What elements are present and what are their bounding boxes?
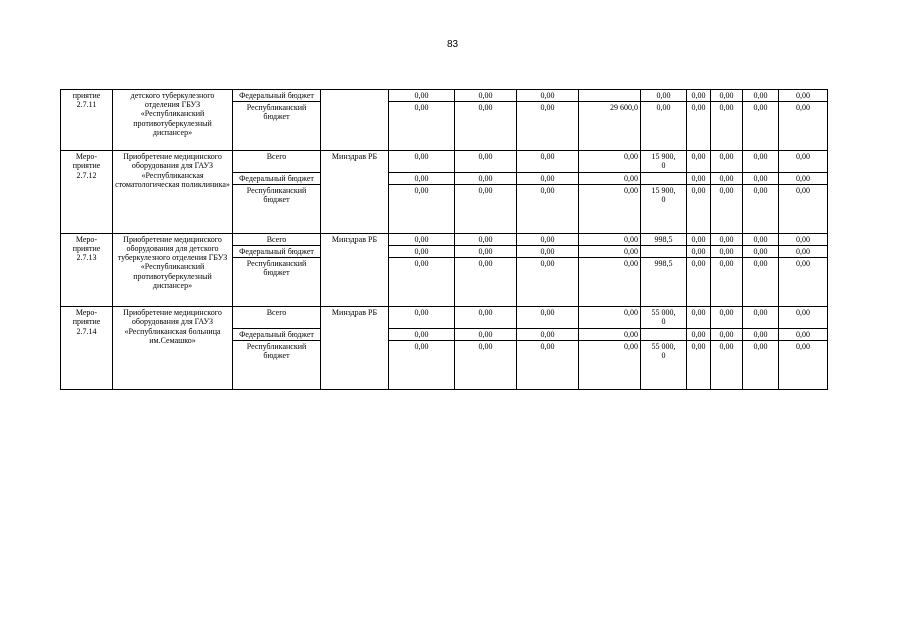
amount-cell: 0,00 bbox=[455, 340, 517, 389]
executor-cell: Минздрав РБ bbox=[321, 233, 389, 306]
amount-cell: 0,00 bbox=[779, 258, 828, 307]
measure-name-cell: Приобретение медицинского оборудования для ГАУЗ «Республиканская больница им.Семашко» bbox=[113, 307, 233, 390]
amount-cell: 0,00 bbox=[711, 184, 743, 233]
funding-source-cell: Республиканский бюджет bbox=[233, 258, 321, 307]
amount-cell: 998,5 bbox=[641, 233, 687, 245]
amount-cell: 0,00 bbox=[687, 172, 711, 184]
measure-id-cell: Меро- приятие 2.7.13 bbox=[61, 233, 113, 306]
amount-cell: 0,00 bbox=[455, 151, 517, 172]
amount-cell: 0,00 bbox=[779, 307, 828, 328]
amount-cell: 0,00 bbox=[641, 90, 687, 102]
amount-cell: 0,00 bbox=[579, 245, 641, 257]
amount-cell: 998,5 bbox=[641, 258, 687, 307]
amount-cell bbox=[641, 328, 687, 340]
amount-cell: 0,00 bbox=[743, 340, 779, 389]
amount-cell: 0,00 bbox=[711, 258, 743, 307]
amount-cell: 0,00 bbox=[743, 328, 779, 340]
amount-cell: 0,00 bbox=[687, 184, 711, 233]
table-row bbox=[61, 90, 828, 102]
funding-source-cell: Республиканский бюджет bbox=[233, 340, 321, 389]
amount-cell: 0,00 bbox=[389, 328, 455, 340]
table-row bbox=[61, 233, 828, 245]
measure-id-cell: Меро- приятие 2.7.14 bbox=[61, 307, 113, 390]
measure-id-cell: Меро- приятие 2.7.12 bbox=[61, 151, 113, 234]
funding-source-cell: Федеральный бюджет bbox=[233, 328, 321, 340]
amount-cell: 0,00 bbox=[687, 90, 711, 102]
page-number: 83 bbox=[446, 39, 459, 50]
executor-cell: Минздрав РБ bbox=[321, 307, 389, 390]
amount-cell: 0,00 bbox=[455, 245, 517, 257]
amount-cell: 0,00 bbox=[743, 184, 779, 233]
amount-cell: 0,00 bbox=[687, 245, 711, 257]
amount-cell: 0,00 bbox=[455, 184, 517, 233]
amount-cell: 0,00 bbox=[743, 172, 779, 184]
amount-cell bbox=[579, 90, 641, 102]
amount-cell: 55 000, 0 bbox=[641, 340, 687, 389]
amount-cell: 0,00 bbox=[517, 233, 579, 245]
amount-cell: 0,00 bbox=[779, 102, 828, 151]
amount-cell: 0,00 bbox=[517, 151, 579, 172]
executor-cell: Минздрав РБ bbox=[321, 151, 389, 234]
amount-cell: 0,00 bbox=[779, 90, 828, 102]
funding-source-cell: Федеральный бюджет bbox=[233, 172, 321, 184]
amount-cell: 0,00 bbox=[579, 307, 641, 328]
amount-cell: 0,00 bbox=[711, 172, 743, 184]
amount-cell: 0,00 bbox=[455, 328, 517, 340]
amount-cell: 0,00 bbox=[579, 258, 641, 307]
budget-table bbox=[60, 89, 828, 390]
amount-cell: 0,00 bbox=[455, 102, 517, 151]
amount-cell: 0,00 bbox=[517, 307, 579, 328]
amount-cell: 55 000, 0 bbox=[641, 307, 687, 328]
amount-cell: 15 900, 0 bbox=[641, 184, 687, 233]
amount-cell: 0,00 bbox=[687, 258, 711, 307]
amount-cell: 0,00 bbox=[389, 184, 455, 233]
amount-cell: 0,00 bbox=[743, 233, 779, 245]
amount-cell: 0,00 bbox=[389, 258, 455, 307]
amount-cell: 0,00 bbox=[579, 328, 641, 340]
amount-cell: 0,00 bbox=[779, 328, 828, 340]
amount-cell: 0,00 bbox=[389, 90, 455, 102]
amount-cell: 0,00 bbox=[389, 102, 455, 151]
amount-cell: 0,00 bbox=[517, 340, 579, 389]
amount-cell: 0,00 bbox=[389, 340, 455, 389]
amount-cell: 0,00 bbox=[579, 151, 641, 172]
amount-cell: 0,00 bbox=[711, 245, 743, 257]
amount-cell: 29 600,0 bbox=[579, 102, 641, 151]
measure-name-cell: Приобретение медицинского оборудования для детского туберкулезного отделения ГБУЗ «Республиканский противотуберкулезный диспансер» bbox=[113, 233, 233, 306]
amount-cell: 0,00 bbox=[389, 245, 455, 257]
amount-cell: 0,00 bbox=[455, 233, 517, 245]
funding-source-cell: Всего bbox=[233, 151, 321, 172]
amount-cell: 0,00 bbox=[687, 340, 711, 389]
measure-name-cell: Приобретение медицинского оборудования для ГАУЗ «Республиканская стоматологическая поликлиника» bbox=[113, 151, 233, 234]
amount-cell: 0,00 bbox=[779, 151, 828, 172]
amount-cell: 0,00 bbox=[711, 340, 743, 389]
amount-cell: 0,00 bbox=[517, 328, 579, 340]
amount-cell: 0,00 bbox=[711, 151, 743, 172]
funding-source-cell: Республиканский бюджет bbox=[233, 102, 321, 151]
executor-cell bbox=[321, 90, 389, 151]
amount-cell: 0,00 bbox=[779, 184, 828, 233]
amount-cell: 0,00 bbox=[687, 151, 711, 172]
amount-cell: 0,00 bbox=[579, 340, 641, 389]
amount-cell: 0,00 bbox=[641, 102, 687, 151]
amount-cell: 0,00 bbox=[389, 307, 455, 328]
amount-cell: 0,00 bbox=[455, 258, 517, 307]
amount-cell: 0,00 bbox=[517, 258, 579, 307]
amount-cell: 0,00 bbox=[711, 90, 743, 102]
measure-name-cell: детского туберкулезного отделения ГБУЗ «Республиканский противотуберкулезный диспансер» bbox=[113, 90, 233, 151]
amount-cell: 15 900, 0 bbox=[641, 151, 687, 172]
amount-cell: 0,00 bbox=[517, 245, 579, 257]
amount-cell: 0,00 bbox=[389, 151, 455, 172]
funding-source-cell: Федеральный бюджет bbox=[233, 245, 321, 257]
amount-cell: 0,00 bbox=[711, 102, 743, 151]
amount-cell: 0,00 bbox=[743, 245, 779, 257]
amount-cell: 0,00 bbox=[389, 172, 455, 184]
amount-cell: 0,00 bbox=[389, 233, 455, 245]
amount-cell: 0,00 bbox=[455, 307, 517, 328]
amount-cell: 0,00 bbox=[743, 258, 779, 307]
amount-cell: 0,00 bbox=[743, 151, 779, 172]
table-row bbox=[61, 151, 828, 172]
amount-cell bbox=[641, 172, 687, 184]
amount-cell: 0,00 bbox=[743, 90, 779, 102]
measure-id-cell: приятие 2.7.11 bbox=[61, 90, 113, 151]
amount-cell: 0,00 bbox=[779, 340, 828, 389]
amount-cell: 0,00 bbox=[455, 90, 517, 102]
funding-source-cell: Федеральный бюджет bbox=[233, 90, 321, 102]
amount-cell: 0,00 bbox=[579, 172, 641, 184]
amount-cell: 0,00 bbox=[779, 172, 828, 184]
amount-cell: 0,00 bbox=[743, 307, 779, 328]
amount-cell: 0,00 bbox=[455, 172, 517, 184]
amount-cell: 0,00 bbox=[711, 307, 743, 328]
amount-cell: 0,00 bbox=[711, 233, 743, 245]
amount-cell: 0,00 bbox=[517, 184, 579, 233]
amount-cell: 0,00 bbox=[687, 233, 711, 245]
amount-cell: 0,00 bbox=[579, 233, 641, 245]
amount-cell bbox=[641, 245, 687, 257]
funding-source-cell: Всего bbox=[233, 307, 321, 328]
amount-cell: 0,00 bbox=[687, 307, 711, 328]
amount-cell: 0,00 bbox=[579, 184, 641, 233]
amount-cell: 0,00 bbox=[779, 245, 828, 257]
table-row bbox=[61, 307, 828, 328]
amount-cell: 0,00 bbox=[711, 328, 743, 340]
funding-source-cell: Всего bbox=[233, 233, 321, 245]
amount-cell: 0,00 bbox=[687, 328, 711, 340]
amount-cell: 0,00 bbox=[517, 102, 579, 151]
funding-source-cell: Республиканский бюджет bbox=[233, 184, 321, 233]
amount-cell: 0,00 bbox=[779, 233, 828, 245]
amount-cell: 0,00 bbox=[517, 172, 579, 184]
amount-cell: 0,00 bbox=[687, 102, 711, 151]
amount-cell: 0,00 bbox=[743, 102, 779, 151]
amount-cell: 0,00 bbox=[517, 90, 579, 102]
